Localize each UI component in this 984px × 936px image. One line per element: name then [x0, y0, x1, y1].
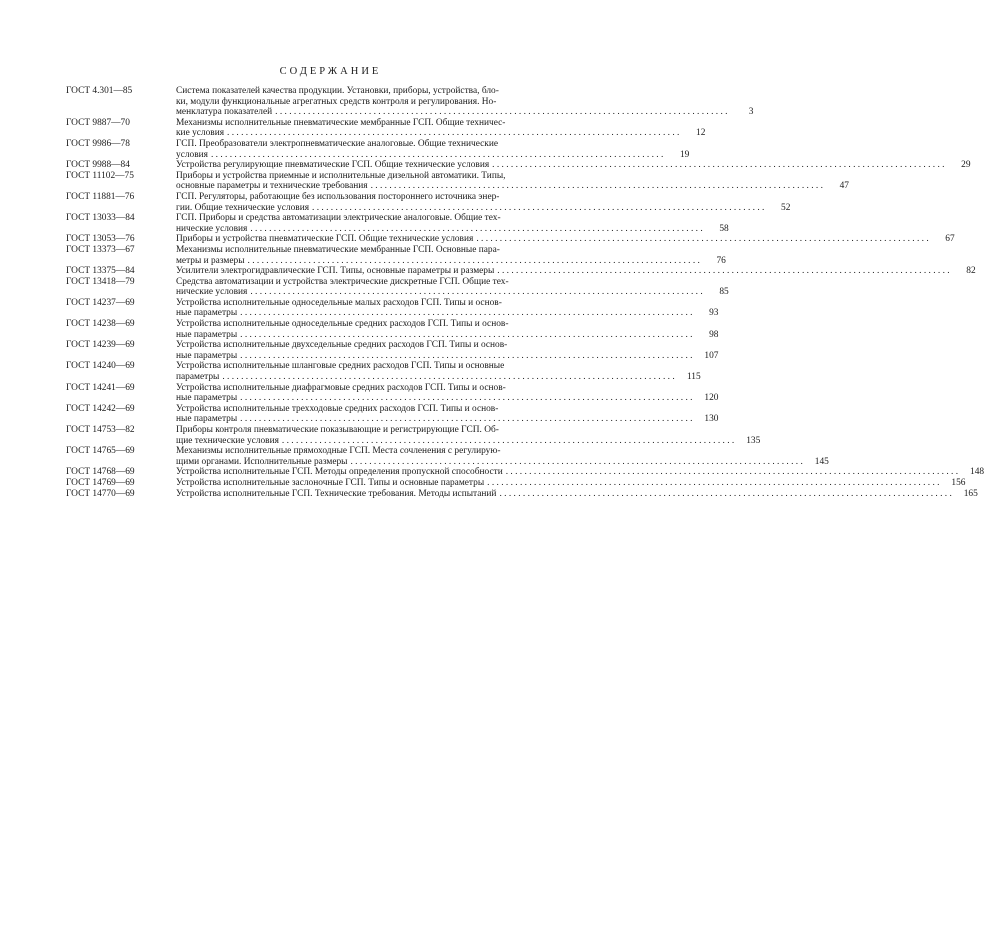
toc-entry-title-end: ные параметры [176, 393, 238, 404]
toc-entry-page-number: 58 [719, 223, 729, 234]
toc-entry[interactable] [66, 244, 726, 266]
toc-entry[interactable] [66, 425, 761, 446]
toc-entry-title-line: Средства автоматизации и устройства электрические дискретные ГСП. Общие тех- [176, 276, 509, 287]
toc-entry[interactable] [66, 86, 754, 118]
toc-entry-code: ГОСТ 14239—69 [66, 340, 135, 351]
toc-entry[interactable] [66, 467, 984, 478]
toc-entry-title-line: Устройства исполнительные шланговые средних расходов ГСП. Типы и основные [176, 361, 505, 372]
toc-entry[interactable] [66, 234, 955, 245]
toc-entry-code: ГОСТ 13373—67 [66, 244, 135, 255]
toc-entry-title-line: ГСП. Приборы и средства автоматизации электрические аналоговые. Общие тех- [176, 213, 501, 224]
toc-entry-title-end: гии. Общие технические условия [176, 202, 310, 213]
toc-entry-code: ГОСТ 11102—75 [66, 170, 134, 181]
toc-entry-title-end: ные параметры [176, 350, 238, 361]
toc-entry-last-line [176, 372, 675, 383]
toc-entry-page-number: 145 [814, 456, 829, 467]
toc-entry-title [176, 160, 945, 171]
toc-entry-last-line [176, 203, 764, 214]
toc-entry-code: ГОСТ 14770—69 [66, 488, 135, 499]
toc-entry-title-end: основные параметры и технические требования [176, 181, 368, 192]
toc-entry[interactable] [66, 266, 976, 277]
toc-entry-last-line [176, 351, 692, 362]
toc-entry-title [176, 245, 700, 266]
toc-entry[interactable] [66, 191, 791, 213]
toc-entry-page-number: 98 [709, 329, 719, 340]
toc-entry-code: ГОСТ 13033—84 [66, 213, 135, 224]
toc-entry-page-number: 148 [970, 467, 984, 478]
toc-entry-title-end: Устройства регулирующие пневматические ГСП. Общие технические условия [176, 160, 490, 171]
toc-entry[interactable] [66, 403, 719, 425]
toc-entry-page-number: 47 [839, 181, 849, 192]
toc-entry-page-number: 130 [704, 414, 719, 425]
dot-leader [279, 436, 734, 447]
toc-entry-page-number: 19 [679, 149, 690, 160]
toc-entry-page-number: 135 [746, 435, 761, 446]
dot-leader [237, 330, 692, 341]
toc-entry[interactable] [66, 138, 690, 160]
toc-entry-title-line: ГСП. Регуляторы, работающие без использования постороннего источника энер- [176, 191, 500, 202]
toc-entry-title-end: Приборы и устройства пневматические ГСП. Общие технические условия [176, 234, 474, 245]
toc-entry-code: ГОСТ 14241—69 [66, 382, 135, 393]
dot-leader [347, 457, 802, 468]
toc-entry[interactable] [66, 213, 729, 234]
dot-leader [208, 150, 663, 161]
dot-leader [368, 181, 823, 192]
toc-entry-title [176, 192, 764, 213]
toc-entry-last-line [176, 150, 663, 161]
toc-entry-page-number: 156 [951, 477, 966, 488]
toc-entry-title [176, 425, 734, 446]
toc-entry-code: ГОСТ 13418—79 [66, 276, 135, 287]
toc-entry-title-end: метры и размеры [176, 255, 245, 266]
dot-leader [219, 372, 674, 383]
toc-entry-title [176, 340, 692, 361]
dot-leader [473, 234, 928, 245]
toc-entry-last-line [176, 457, 803, 468]
dot-leader [247, 287, 702, 298]
dot-leader [496, 489, 951, 500]
toc-entry-title-end: нические условия [176, 223, 248, 234]
toc-entry-title [176, 277, 703, 298]
toc-entry-title-line: Механизмы исполнительные пневматические мембранные ГСП. Общие техничес- [176, 117, 506, 128]
toc-entry-title [176, 234, 929, 245]
toc-entry-title [176, 489, 952, 500]
toc-entry[interactable] [66, 340, 719, 361]
toc-entry-last-line [176, 489, 952, 500]
toc-entry-page-number: 82 [966, 266, 976, 277]
toc-entry[interactable] [66, 477, 966, 489]
toc-entry-last-line [176, 256, 700, 267]
toc-entry-last-line [176, 224, 703, 235]
toc-entry-title-end: ные параметры [176, 414, 238, 425]
toc-entry[interactable] [66, 297, 719, 319]
toc-entry-title-end: условия [176, 149, 208, 160]
toc-entry-code: ГОСТ 9988—84 [66, 160, 130, 171]
dot-leader [272, 107, 727, 118]
toc-entry-code: ГОСТ 14240—69 [66, 361, 135, 372]
toc-entry-title [176, 139, 663, 160]
toc-entry-title-end: Устройства исполнительные заслоночные ГСП. Типы и основные параметры [176, 477, 485, 488]
toc-entry-title-end: кие условия [176, 128, 225, 139]
toc-entry-page-number: 67 [945, 234, 955, 245]
dot-leader [503, 467, 958, 478]
toc-entry-title [176, 86, 727, 118]
toc-entry-title-end: менклатура показателей [176, 107, 273, 118]
toc-entry-last-line [176, 107, 727, 118]
toc-entry-code: ГОСТ 9887—70 [66, 117, 130, 128]
dot-leader [224, 128, 679, 139]
toc-entry-last-line [176, 467, 958, 478]
toc-entry[interactable] [66, 488, 978, 500]
toc-entry-page-number: 85 [719, 287, 729, 298]
toc-entry-code: ГОСТ 14753—82 [66, 425, 135, 435]
dot-leader [237, 351, 692, 362]
toc-entry-title [176, 383, 692, 404]
dot-leader [489, 160, 944, 171]
toc-entry-title-line: Устройства исполнительные односедельные малых расходов ГСП. Типы и основ- [176, 297, 502, 308]
toc-entry-page-number: 12 [696, 128, 706, 139]
toc-entry[interactable] [66, 361, 701, 383]
toc-entry-title [176, 467, 958, 478]
toc-entry-code: ГОСТ 9986—78 [66, 138, 130, 149]
dot-leader [247, 224, 702, 235]
dot-leader [237, 393, 692, 404]
dot-leader [245, 256, 700, 267]
toc-entry-page-number: 3 [748, 107, 754, 118]
toc-entry[interactable] [66, 117, 706, 139]
toc-entry-page-number: 107 [704, 350, 719, 361]
toc-entry-title [176, 118, 679, 139]
toc-entry-title-line: ки, модули функциональные агрегатных средств контроля и регулирования. Но- [176, 96, 497, 107]
toc-entry-code: ГОСТ 4.301—85 [66, 86, 133, 96]
toc-entry-title [176, 298, 692, 319]
dot-leader [309, 203, 764, 214]
toc-entry-title [176, 213, 703, 234]
toc-entry-title [176, 361, 675, 382]
toc-entry-last-line [176, 160, 945, 171]
toc-entry-title-end: Усилители электрогидравлические ГСП. Типы, основные параметры и размеры [176, 266, 495, 277]
toc-entry-page-number: 29 [961, 160, 971, 171]
toc-entry-code: ГОСТ 14237—69 [66, 297, 135, 308]
toc-entry-page-number: 93 [709, 308, 719, 319]
toc-entry[interactable] [66, 319, 719, 340]
toc-entry-last-line [176, 266, 950, 277]
toc-entry-last-line [176, 393, 692, 404]
toc-entry[interactable] [66, 382, 719, 404]
dot-leader [237, 414, 692, 425]
toc-entry-title-end: параметры [176, 372, 220, 383]
toc-entry-title-end: Устройства исполнительные ГСП. Методы определения пропускной способности [176, 467, 503, 478]
toc-entry-title-line: Приборы и устройства приемные и исполнительные дизельной автоматики. Типы, [176, 170, 506, 181]
toc-entry-page-number: 52 [781, 202, 791, 213]
toc-entry-title-line: Устройства исполнительные диафрагмовые средних расходов ГСП. Типы и основ- [176, 382, 506, 393]
toc-entry[interactable] [66, 170, 849, 192]
toc-entry-last-line [176, 181, 823, 192]
toc-entry-page-number: 165 [963, 488, 978, 499]
toc-entry-title [176, 478, 939, 489]
dot-leader [494, 266, 949, 277]
table-of-contents [66, 86, 984, 499]
toc-entry-last-line [176, 330, 692, 341]
toc-entry-title-line: Устройства исполнительные двухседельные средних расходов ГСП. Типы и основ- [176, 340, 508, 351]
toc-entry-title-end: щие технические условия [176, 435, 279, 446]
toc-entry-title-end: ные параметры [176, 329, 238, 340]
toc-entry-title [176, 319, 692, 340]
toc-entry-title-end: нические условия [176, 287, 248, 298]
toc-entry-title [176, 266, 950, 277]
toc-entry-last-line [176, 128, 679, 139]
toc-entry-code: ГОСТ 14765—69 [66, 446, 135, 457]
toc-entry-title-line: ГСП. Преобразователи электропневматические аналоговые. Общие технические [176, 138, 499, 149]
toc-entry-code: ГОСТ 14242—69 [66, 403, 135, 414]
toc-entry-title-line: Механизмы исполнительные пневматические мембранные ГСП. Основные пара- [176, 244, 500, 255]
dot-leader [237, 308, 692, 319]
toc-entry-code: ГОСТ 14769—69 [66, 477, 135, 488]
toc-entry-code: ГОСТ 14768—69 [66, 467, 135, 478]
toc-entry[interactable] [66, 446, 829, 467]
toc-entry-title-line: Приборы контроля пневматические показывающие и регистрирующие ГСП. Об- [176, 425, 499, 435]
toc-entry-last-line [176, 308, 692, 319]
toc-entry-last-line [176, 234, 929, 245]
toc-entry-code: ГОСТ 13053—76 [66, 234, 135, 245]
toc-entry-page-number: 120 [704, 393, 719, 404]
toc-entry-title-line: Механизмы исполнительные прямоходные ГСП. Места сочленения с регулирую- [176, 446, 501, 457]
toc-entry-title [176, 171, 823, 192]
toc-entry-title-line: Устройства исполнительные односедельные средних расходов ГСП. Типы и основ- [176, 319, 509, 330]
toc-entry-title-line: Система показателей качества продукции. Установки, приборы, устройства, бло- [176, 86, 499, 96]
toc-entry-code: ГОСТ 13375—84 [66, 266, 135, 277]
toc-entry-last-line [176, 478, 939, 489]
toc-entry-code: ГОСТ 14238—69 [66, 319, 135, 330]
toc-entry-page-number: 76 [716, 255, 726, 266]
toc-entry[interactable] [66, 160, 971, 171]
toc-entry-code: ГОСТ 11881—76 [66, 191, 135, 202]
toc-entry-last-line [176, 287, 703, 298]
toc-entry-page-number: 115 [686, 372, 701, 383]
toc-entry-title-line: Устройства исполнительные трехходовые средних расходов ГСП. Типы и основ- [176, 403, 499, 414]
toc-entry-title-end: ные параметры [176, 308, 238, 319]
toc-entry-last-line [176, 414, 692, 425]
dot-leader [484, 478, 939, 489]
page-title: СОДЕРЖАНИЕ [279, 66, 382, 77]
toc-entry-title [176, 446, 803, 467]
toc-entry-title-end: щими органами. Исполнительные размеры [176, 456, 348, 467]
toc-entry-title [176, 404, 692, 425]
toc-entry-last-line [176, 436, 734, 447]
toc-entry[interactable] [66, 276, 729, 298]
toc-entry-title-end: Устройства исполнительные ГСП. Технические требования. Методы испытаний [176, 488, 497, 499]
